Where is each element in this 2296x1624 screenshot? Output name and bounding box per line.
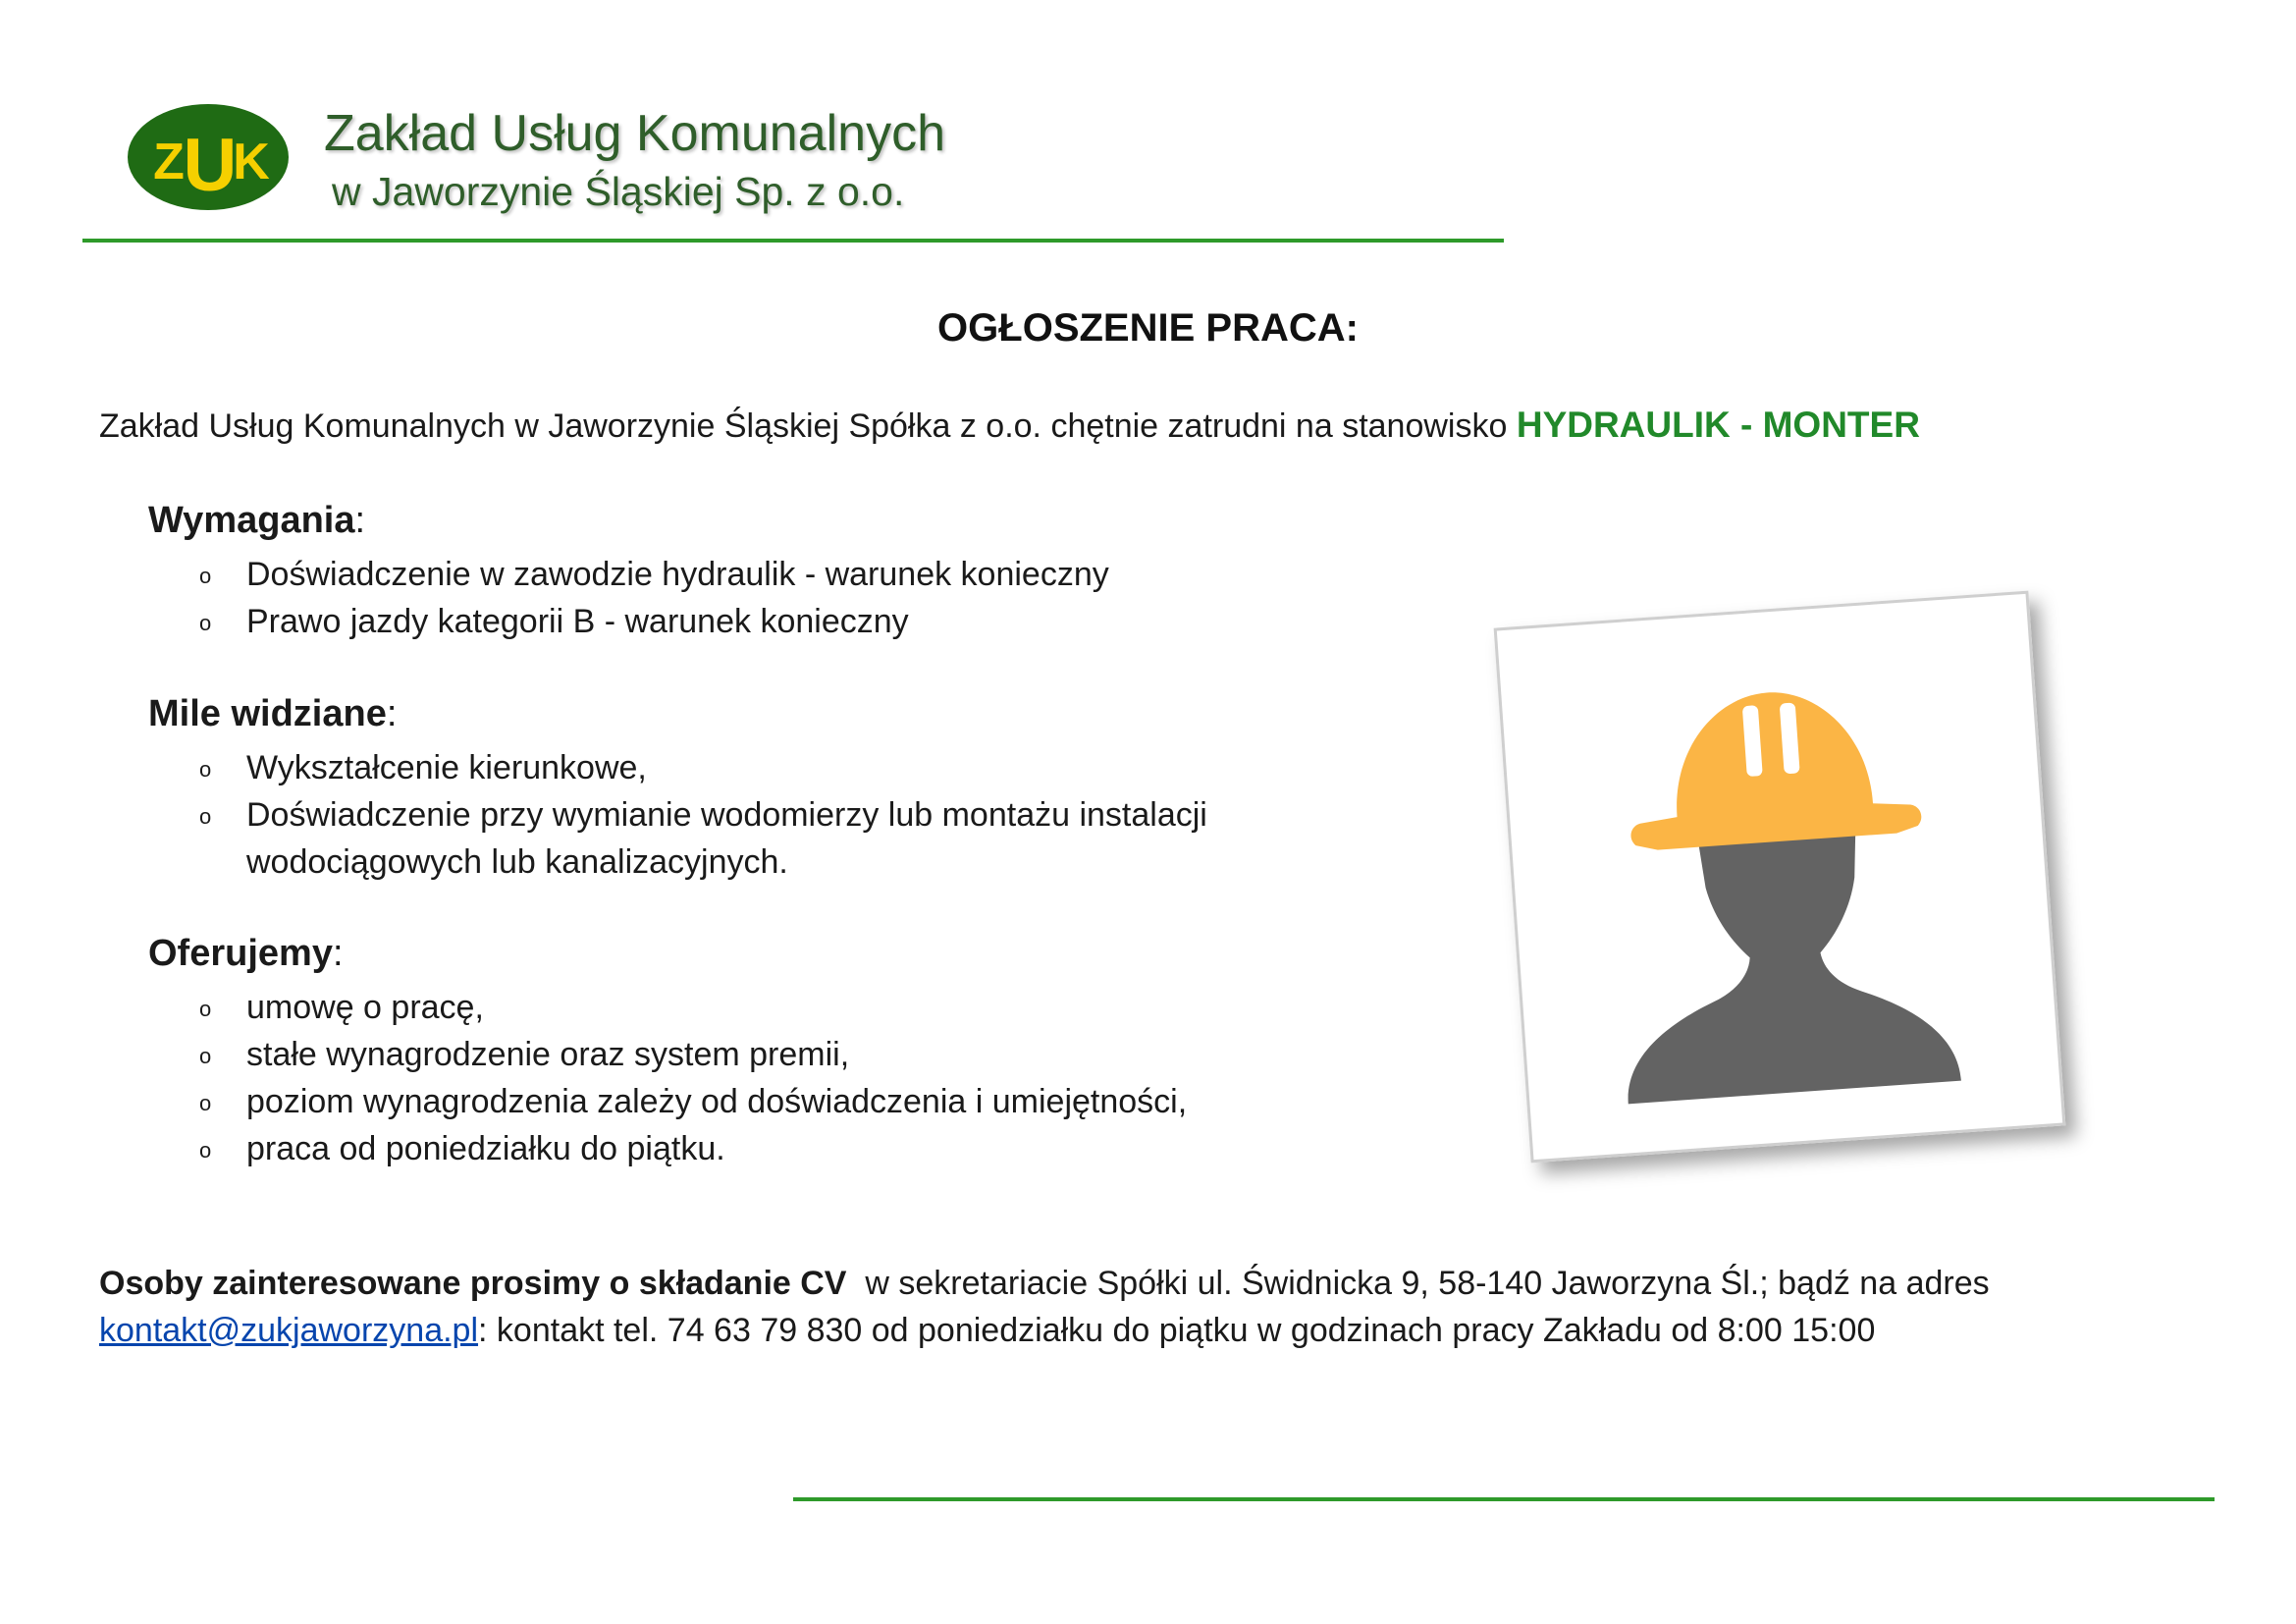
list-item: o Doświadczenie przy wymianie wodomierzy lub montażu instalacji wodociągowych lub kanalizacyjnych. [148, 791, 1287, 886]
company-logo-block [126, 102, 1068, 230]
contact-text-1: w sekretariacie Spółki ul. Świdnicka 9, 58-140 Jaworzyna Śl.; bądź na adres [846, 1265, 1990, 1302]
logo-letter-z: Z [153, 134, 185, 190]
bottom-divider [793, 1497, 2215, 1501]
list-item: o praca od poniedziałku do piątku. [148, 1125, 1424, 1172]
contact-paragraph [99, 1260, 1990, 1354]
contact-line-2 [99, 1307, 1990, 1354]
job-position: HYDRAULIK - MONTER [1516, 405, 1920, 445]
section-requirements [148, 496, 1424, 645]
company-location: w Jaworzynie Śląskiej Sp. z o.o. [332, 169, 905, 214]
worker-helmet-icon [1518, 615, 2042, 1139]
bullet-marker: o [199, 997, 212, 1021]
email-link[interactable]: kontakt@zukjaworzyna.pl [99, 1312, 479, 1349]
heading-colon: : [386, 693, 398, 734]
contact-line-1 [99, 1260, 1990, 1307]
list-item: o Wykształcenie kierunkowe, [148, 744, 1424, 791]
section-offer [148, 929, 1424, 1172]
page-title: OGŁOSZENIE PRACA: [937, 306, 1359, 350]
bullet-marker: o [199, 1044, 212, 1068]
list-item: o umowę o pracę, [148, 984, 1424, 1031]
zuk-logo-icon [126, 102, 291, 212]
logo-letter-u: U [183, 124, 238, 207]
bullet-marker: o [199, 804, 212, 829]
bullet-marker: o [199, 611, 212, 635]
logo-letter-k: K [233, 134, 270, 190]
section-nice-to-have [148, 689, 1424, 886]
intro-paragraph [99, 405, 2259, 446]
section-heading: Wymagania [148, 500, 355, 541]
intro-text: Zakład Usług Komunalnych w Jaworzynie Śląskiej Spółka z o.o. chętnie zatrudni na stanowisko [99, 407, 1517, 445]
contact-bold-text: Osoby zainteresowane prosimy o składanie CV [99, 1265, 847, 1302]
bullet-marker: o [199, 1091, 212, 1115]
list-item: o Doświadczenie w zawodzie hydraulik - warunek konieczny [148, 551, 1424, 598]
bullet-marker: o [199, 1138, 212, 1163]
top-divider [82, 239, 1504, 243]
list-item: o poziom wynagrodzenia zależy od doświadczenia i umiejętności, [148, 1078, 1424, 1125]
worker-photo-frame [1494, 591, 2066, 1164]
section-heading: Oferujemy [148, 933, 333, 974]
bullet-marker: o [199, 757, 212, 782]
company-name: Zakład Usług Komunalnych [324, 105, 945, 162]
list-item: o Prawo jazdy kategorii B - warunek konieczny [148, 598, 1424, 645]
section-heading: Mile widziane [148, 693, 387, 734]
bullet-marker: o [199, 564, 212, 588]
contact-text-2: : kontakt tel. 74 63 79 830 od poniedziałku do piątku w godzinach pracy Zakładu od 8:00 15:00 [478, 1312, 1876, 1349]
heading-colon: : [354, 500, 366, 541]
heading-colon: : [332, 933, 344, 974]
list-item: o stałe wynagrodzenie oraz system premii, [148, 1031, 1424, 1078]
